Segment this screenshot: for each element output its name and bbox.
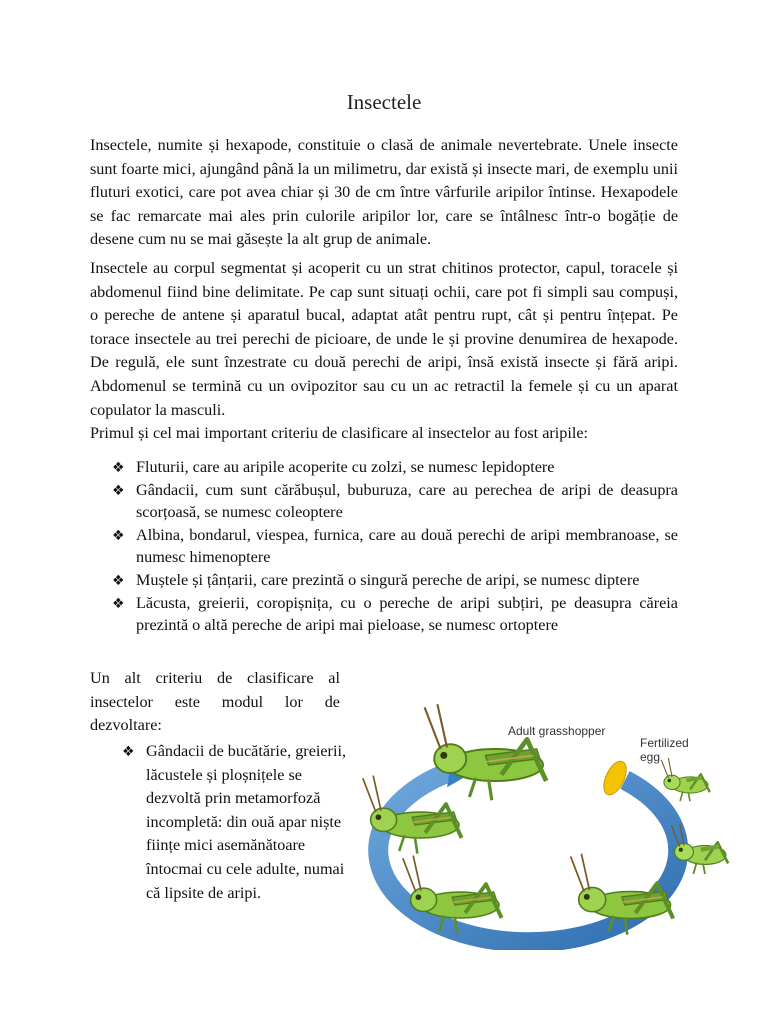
- list-item: [90, 456, 678, 479]
- fertilized-egg-label: Fertilized: [640, 736, 689, 750]
- diamond-bullet-icon: ❖: [112, 527, 125, 544]
- diamond-bullet-icon: ❖: [112, 460, 125, 476]
- grasshopper-lifecycle-figure: [360, 680, 738, 950]
- page-title: Insectele: [346, 90, 422, 114]
- list-item-text: Albina, bondarul, viespea, furnica, care au două perechi de aripi membranoase, se numesc himenoptere: [136, 525, 678, 567]
- list-item: [90, 592, 678, 637]
- adult-grasshopper-label: Adult grasshopper: [508, 724, 606, 738]
- list-item-text: Muștele și țânțarii, care prezintă o singură pereche de aripi, se numesc diptere: [136, 570, 640, 589]
- diamond-bullet-icon: ❖: [112, 595, 125, 612]
- list-item: [90, 479, 678, 524]
- list-item-text: Fluturii, care au aripile acoperite cu zolzi, se numesc lepidoptere: [136, 458, 555, 476]
- egg-icon: [599, 758, 631, 798]
- paragraph-intro: Insectele, numite și hexapode, constituie o clasă de animale nevertebrate. Unele insecte sunt foarte mici, ajungând până la un milimetru, dar există și insecte mari, de exemplu unii fluturi exotici, care pot avea chiar și 30 de cm între vârfurile aripilor întinse. Hexapodele se fac remarcate mai ales prin culorile aripilor lor, care se întâlnesc într-o bogăție de desene cum nu se mai găsește la alt grup de animale.: [90, 136, 678, 249]
- list-item-text: Lăcusta, greierii, coropișnița, cu o pereche de aripi subțiri, pe deasupra căreia prezintă o altă pereche de aripi mai pieloase, se numesc ortoptere: [136, 593, 678, 635]
- nymph-stage-icon: [661, 758, 710, 801]
- classification-list: [90, 456, 678, 637]
- adult-grasshopper-icon: [425, 704, 547, 800]
- fertilized-egg-label-2: egg: [640, 750, 661, 764]
- diamond-bullet-icon: ❖: [112, 572, 125, 589]
- list-item: [90, 524, 678, 569]
- paragraph-classification: Primul și cel mai important criteriu de clasificare al insectelor au fost aripile:: [90, 424, 589, 442]
- diamond-bullet-icon: ❖: [122, 744, 135, 760]
- development-list-item: [122, 740, 352, 905]
- paragraph-development: Un alt criteriu de clasificare al insectelor este modul lor de dezvoltare:: [90, 669, 340, 735]
- list-item-text: Gândacii, cum sunt cărăbușul, buburuza, care au perechea de aripi de deasupra scorțoasă, se numesc coleoptere: [136, 480, 678, 522]
- diamond-bullet-icon: ❖: [112, 482, 125, 499]
- list-item: [90, 569, 678, 592]
- paragraph-anatomy: Insectele au corpul segmentat și acoperit cu un strat chitinos protector, capul, toracele și abdomenul fiind bine delimitate. Pe cap sunt situați ochii, care pot fi simpli sau compuși, o pereche de antene și aparatul bucal, adaptat atât pentru rupt, cât și pentru înțepat. Pe torace insectele au trei perechi de picioare, de unde le și provine denumirea de hexapode. De regulă, ele sunt înzestrate cu două perechi de aripi, însă există insecte și fără aripi. Abdomenul se termină cu un ovipozitor sau cu un ac retractil la femele și cu un aparat copulator la masculi.: [90, 259, 678, 419]
- development-item-text: Gândacii de bucătărie, greierii, lăcustele și ploșnițele se dezvoltă prin metamorfoză incompletă: din ouă apar niște ființe mici asemănătoare întocmai cu cele adulte, numai că lipsite de aripi.: [146, 742, 346, 902]
